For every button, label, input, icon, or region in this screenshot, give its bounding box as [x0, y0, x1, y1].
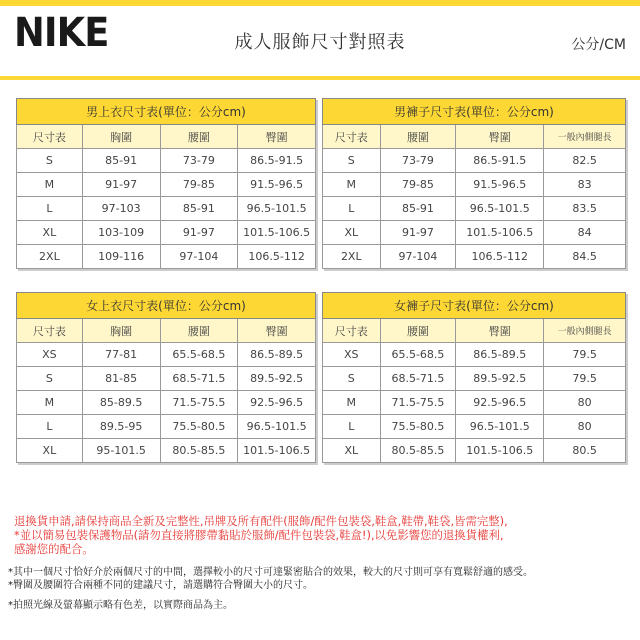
column-header: 臀圍 — [456, 125, 544, 149]
table-row — [323, 415, 626, 439]
unit-label: 公分/CM — [571, 37, 626, 53]
measurement-cell: 96.5-101.5 — [456, 197, 544, 221]
measurement-cell: 65.5-68.5 — [160, 343, 238, 367]
measurement-cell: 97-103 — [82, 197, 160, 221]
measurement-cell: 85-91 — [380, 197, 456, 221]
measurement-cell: 73-79 — [380, 149, 456, 173]
header-accent-stripe — [0, 0, 640, 6]
measurement-cell: 73-79 — [160, 149, 238, 173]
measurement-cell: 97-104 — [160, 245, 238, 269]
table-caption: 男上衣尺寸表(單位：公分cm) — [17, 99, 316, 125]
size-table-grid — [322, 98, 626, 269]
measurement-cell: 92.5-96.5 — [238, 391, 316, 415]
column-header: 臀圍 — [238, 319, 316, 343]
measurement-cell: 89.5-95 — [82, 415, 160, 439]
size-label-cell: S — [323, 367, 381, 391]
measurement-cell: 91-97 — [82, 173, 160, 197]
size-label-cell: L — [323, 197, 381, 221]
measurement-cell: 103-109 — [82, 221, 160, 245]
size-label-cell: M — [323, 391, 381, 415]
table-row — [323, 367, 626, 391]
measurement-cell: 97-104 — [380, 245, 456, 269]
measurement-cell: 91-97 — [160, 221, 238, 245]
measurement-cell: 106.5-112 — [238, 245, 316, 269]
measurement-cell: 109-116 — [82, 245, 160, 269]
measurement-cell: 96.5-101.5 — [238, 415, 316, 439]
size-table-grid — [322, 292, 626, 463]
size-label-cell: M — [323, 173, 381, 197]
size-label-cell: L — [17, 415, 83, 439]
table-row — [17, 173, 316, 197]
measurement-cell: 96.5-101.5 — [238, 197, 316, 221]
measurement-cell: 79-85 — [160, 173, 238, 197]
column-header: 臀圍 — [238, 125, 316, 149]
measurement-cell: 85-89.5 — [82, 391, 160, 415]
size-label-cell: XS — [17, 343, 83, 367]
notice-line: *並以簡易包裝保護物品(請勿直接將膠帶黏貼於服飾/配件包裝袋,鞋盒!),以免影響您的退換貨權利, — [14, 528, 504, 542]
table-row — [323, 197, 626, 221]
size-table-grid — [16, 98, 316, 269]
measurement-cell: 91.5-96.5 — [238, 173, 316, 197]
measurement-cell: 79-85 — [380, 173, 456, 197]
table-row — [323, 245, 626, 269]
size-table-grid — [16, 292, 316, 463]
measurement-cell: 79.5 — [544, 367, 626, 391]
measurement-cell: 77-81 — [82, 343, 160, 367]
measurement-cell: 85-91 — [82, 149, 160, 173]
size-label-cell: M — [17, 173, 83, 197]
table-row — [17, 197, 316, 221]
table-row — [17, 439, 316, 463]
measurement-cell: 89.5-92.5 — [238, 367, 316, 391]
men-top-size-table — [16, 98, 316, 269]
size-label-cell: XL — [323, 221, 381, 245]
column-header: 腰圍 — [380, 125, 456, 149]
page-title: 成人服飾尺寸對照表 — [234, 32, 406, 53]
note-line: *臀圍及腰圍符合兩種不同的建議尺寸，請選購符合臀圍大小的尺寸。 — [8, 580, 313, 591]
measurement-cell: 101.5-106.5 — [238, 439, 316, 463]
table-caption: 男褲子尺寸表(單位：公分cm) — [323, 99, 626, 125]
size-label-cell: S — [323, 149, 381, 173]
measurement-cell: 86.5-89.5 — [238, 343, 316, 367]
measurement-cell: 106.5-112 — [456, 245, 544, 269]
measurement-cell: 71.5-75.5 — [380, 391, 456, 415]
measurement-cell: 96.5-101.5 — [456, 415, 544, 439]
size-label-cell: 2XL — [323, 245, 381, 269]
measurement-cell: 82.5 — [544, 149, 626, 173]
size-label-cell: XL — [17, 221, 83, 245]
column-header: 尺寸表 — [323, 125, 381, 149]
measurement-cell: 71.5-75.5 — [160, 391, 238, 415]
measurement-cell: 92.5-96.5 — [456, 391, 544, 415]
column-header: 胸圍 — [82, 125, 160, 149]
size-label-cell: XL — [17, 439, 83, 463]
size-label-cell: L — [323, 415, 381, 439]
column-header: 腰圍 — [380, 319, 456, 343]
measurement-cell: 84 — [544, 221, 626, 245]
measurement-cell: 80.5-85.5 — [380, 439, 456, 463]
women-top-size-table — [16, 292, 316, 463]
table-row — [17, 415, 316, 439]
measurement-cell: 101.5-106.5 — [456, 439, 544, 463]
table-row — [17, 149, 316, 173]
measurement-cell: 81-85 — [82, 367, 160, 391]
measurement-cell: 80 — [544, 391, 626, 415]
table-row — [17, 245, 316, 269]
measurement-cell: 80.5 — [544, 439, 626, 463]
measurement-cell: 89.5-92.5 — [456, 367, 544, 391]
header — [0, 0, 640, 80]
note-line: *其中一個尺寸恰好介於兩個尺寸的中間，選擇較小的尺寸可達緊密貼合的效果，較大的尺寸則可享有寬鬆舒適的感受。 — [8, 567, 533, 578]
size-label-cell: S — [17, 149, 83, 173]
column-header: 腰圍 — [160, 125, 238, 149]
column-header: 尺寸表 — [323, 319, 381, 343]
measurement-cell: 85-91 — [160, 197, 238, 221]
column-header: 一般內側腿長 — [544, 125, 626, 149]
measurement-cell: 75.5-80.5 — [380, 415, 456, 439]
column-header: 尺寸表 — [17, 319, 83, 343]
table-row — [17, 221, 316, 245]
notice-line: 退換貨申請,請保持商品全新及完整性,吊牌及所有配件(服飾/配件包裝袋,鞋盒,鞋帶,鞋袋,皆需完整), — [14, 514, 508, 528]
column-header: 胸圍 — [82, 319, 160, 343]
brand-logo: NIKE — [14, 10, 109, 56]
measurement-cell: 83.5 — [544, 197, 626, 221]
measurement-cell: 86.5-91.5 — [456, 149, 544, 173]
measurement-cell: 86.5-91.5 — [238, 149, 316, 173]
table-row — [17, 391, 316, 415]
measurement-cell: 91-97 — [380, 221, 456, 245]
measurement-cell: 80.5-85.5 — [160, 439, 238, 463]
column-header: 臀圍 — [456, 319, 544, 343]
size-label-cell: S — [17, 367, 83, 391]
column-header: 一般內側腿長 — [544, 319, 626, 343]
notice-line: 感謝您的配合。 — [14, 542, 94, 556]
measurement-cell: 79.5 — [544, 343, 626, 367]
measurement-cell: 80 — [544, 415, 626, 439]
measurement-cell: 83 — [544, 173, 626, 197]
measurement-cell: 84.5 — [544, 245, 626, 269]
women-pants-size-table — [322, 292, 626, 463]
table-row — [323, 391, 626, 415]
size-label-cell: 2XL — [17, 245, 83, 269]
measurement-cell: 75.5-80.5 — [160, 415, 238, 439]
measurement-cell: 68.5-71.5 — [160, 367, 238, 391]
table-row — [323, 149, 626, 173]
table-caption: 女上衣尺寸表(單位：公分cm) — [17, 293, 316, 319]
table-row — [323, 439, 626, 463]
measurement-cell: 86.5-89.5 — [456, 343, 544, 367]
measurement-cell: 91.5-96.5 — [456, 173, 544, 197]
table-row — [17, 343, 316, 367]
table-caption: 女褲子尺寸表(單位：公分cm) — [323, 293, 626, 319]
size-notes — [8, 566, 632, 612]
men-pants-size-table — [322, 98, 626, 269]
table-row — [323, 221, 626, 245]
size-label-cell: XS — [323, 343, 381, 367]
return-policy-notice — [14, 514, 634, 556]
measurement-cell: 101.5-106.5 — [456, 221, 544, 245]
measurement-cell: 95-101.5 — [82, 439, 160, 463]
measurement-cell: 101.5-106.5 — [238, 221, 316, 245]
note-line: *拍照光線及螢幕顯示略有色差，以實際商品為主。 — [8, 600, 233, 611]
size-label-cell: M — [17, 391, 83, 415]
column-header: 腰圍 — [160, 319, 238, 343]
measurement-cell: 68.5-71.5 — [380, 367, 456, 391]
size-label-cell: XL — [323, 439, 381, 463]
size-label-cell: L — [17, 197, 83, 221]
table-row — [17, 367, 316, 391]
column-header: 尺寸表 — [17, 125, 83, 149]
table-row — [323, 343, 626, 367]
measurement-cell: 65.5-68.5 — [380, 343, 456, 367]
table-row — [323, 173, 626, 197]
